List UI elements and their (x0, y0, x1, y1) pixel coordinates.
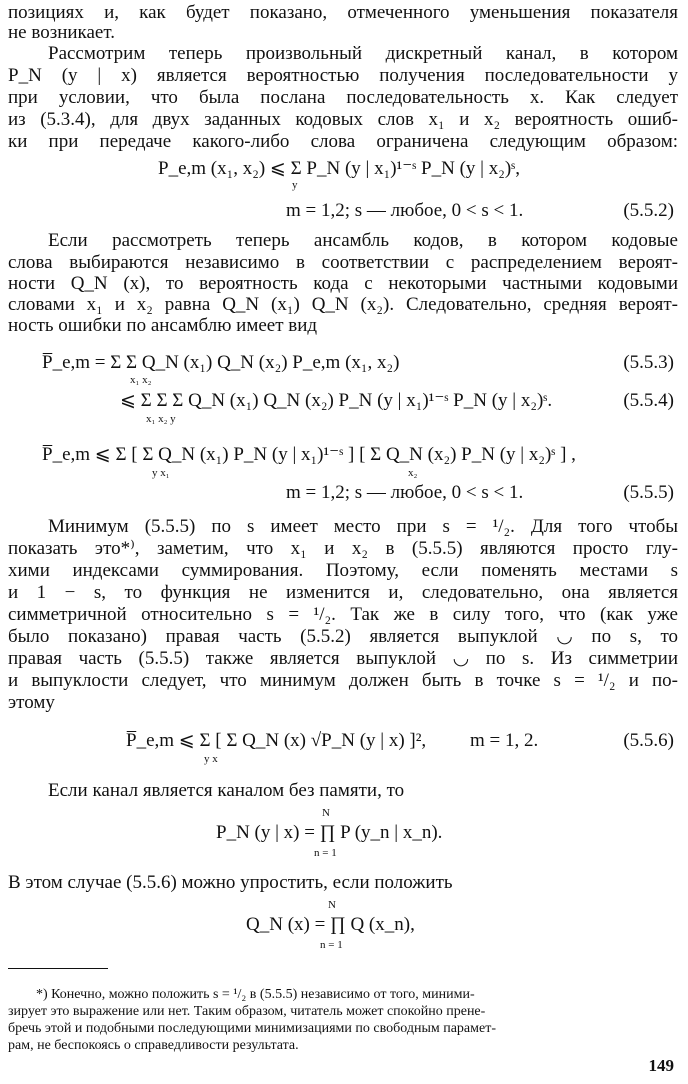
text-line: и 1 − s, то функция не изменится и, следовательно, она является (8, 582, 678, 603)
equation-number: (5.5.2) (623, 200, 674, 221)
product-lower-limit: n = 1 (320, 939, 343, 951)
text-line: хими индексами суммирования. Поэтому, если поменять местами s (8, 560, 678, 581)
text-line: ки при передаче какого-либо слова ограничена следующим образом: (8, 131, 678, 152)
footnote-line: рам, не беспокоясь о справедливости результата. (8, 1038, 299, 1053)
equation-subscript: y x (204, 753, 218, 765)
footnote-line: *) Конечно, можно положить s = ¹/₂ в (5.5.5) независимо от того, миними- (36, 987, 475, 1002)
text-line: и выпуклости следует, что минимум должен быть в точке s = ¹/₂ и по- (8, 670, 678, 691)
text-line: было показано) правая часть (5.5.2) является выпуклой ◡ по s, то (8, 626, 678, 647)
equation-5-5-5: P̅_e,m ⩽ Σ [ Σ Q_N (x₁) P_N (y | x₁)¹⁻ˢ ] [ Σ Q_N (x₂) P_N (y | x₂)ˢ ] , (42, 444, 576, 465)
text-line: из (5.3.4), для двух заданных кодовых слов x₁ и x₂ вероятность ошиб- (8, 109, 678, 130)
text-line: слова выбираются независимо в соответствии с распределением вероят- (8, 252, 678, 273)
equation-5-5-3: P̅_e,m = Σ Σ Q_N (x₁) Q_N (x₂) P_e,m (x₁, x₂) (42, 352, 400, 373)
equation-number: (5.5.4) (623, 390, 674, 411)
text-line: Если рассмотреть теперь ансамбль кодов, в котором кодовые (48, 230, 678, 251)
equation-subscript: x₁ x₂ y (146, 413, 176, 425)
text-line: Минимум (5.5.5) по s имеет место при s = ¹/₂. Для того чтобы (48, 516, 678, 537)
text-line: ность ошибки по ансамблю имеет вид (8, 315, 318, 336)
text-line: словами x₁ и x₂ равна Q_N (x₁) Q_N (x₂). Следовательно, средняя вероят- (8, 294, 678, 315)
equation-number: (5.5.6) (623, 730, 674, 751)
text-line: Рассмотрим теперь произвольный дискретный канал, в котором (48, 43, 678, 64)
page-number: 149 (648, 1056, 674, 1075)
equation-5-5-6: P̅_e,m ⩽ Σ [ Σ Q_N (x) √P_N (y | x) ]², (126, 730, 427, 751)
text-line: при условии, что была послана последовательность x. Как следует (8, 87, 678, 108)
text-line: не возникает. (8, 22, 115, 43)
equation-subscript: x₂ (408, 467, 418, 479)
equation-product-qn: Q_N (x) = ∏ Q (x_n), (246, 914, 415, 935)
equation-subscript: y x₁ (152, 467, 170, 479)
footnote-rule (8, 968, 108, 969)
equation-condition: m = 1, 2. (470, 730, 539, 751)
text-line: ности Q_N (x), то вероятность кода с некоторыми частными кодовыми (8, 273, 678, 294)
equation-product-pn: P_N (y | x) = ∏ P (y_n | x_n). (216, 822, 443, 843)
text-line: правая часть (5.5.5) также является выпуклой ◡ по s. Из симметрии (8, 648, 678, 669)
text-line: этому (8, 692, 55, 713)
equation-condition: m = 1,2; s — любое, 0 < s < 1. (286, 200, 524, 221)
text-line: P_N (y | x) является вероятностью получения последовательности y (8, 65, 678, 86)
equation-condition: m = 1,2; s — любое, 0 < s < 1. (286, 482, 524, 503)
equation-5-5-4: ⩽ Σ Σ Σ Q_N (x₁) Q_N (x₂) P_N (y | x₁)¹⁻ˢ P_N (y | x₂)ˢ. (120, 390, 553, 411)
equation-subscript: x₁ x₂ (130, 374, 152, 386)
equation-number: (5.5.3) (623, 352, 674, 373)
product-upper-limit: N (328, 899, 336, 911)
equation-5-5-2: P_e,m (x₁, x₂) ⩽ Σ P_N (y | x₁)¹⁻ˢ P_N (y | x₂)ˢ, (158, 158, 520, 179)
text-line: показать это*⁾, заметим, что x₁ и x₂ в (5.5.5) являются просто глу- (8, 538, 679, 559)
text-line: В этом случае (5.5.6) можно упростить, если положить (8, 872, 453, 893)
footnote-line: зирует это выражение или нет. Таким образом, читатель может спокойно прене- (8, 1004, 486, 1019)
equation-subscript: y (292, 179, 298, 191)
text-line: симметричной относительно s = ¹/₂. Так же в силу того, что (как уже (8, 604, 678, 625)
text-line: позициях и, как будет показано, отмеченного уменьшения показателя (8, 2, 678, 23)
equation-number: (5.5.5) (623, 482, 674, 503)
product-upper-limit: N (322, 807, 330, 819)
footnote-line: бречь этой и подобными последующими минимизациями по свободным парамет- (8, 1021, 497, 1036)
product-lower-limit: n = 1 (314, 847, 337, 859)
text-line: Если канал является каналом без памяти, то (48, 780, 405, 801)
